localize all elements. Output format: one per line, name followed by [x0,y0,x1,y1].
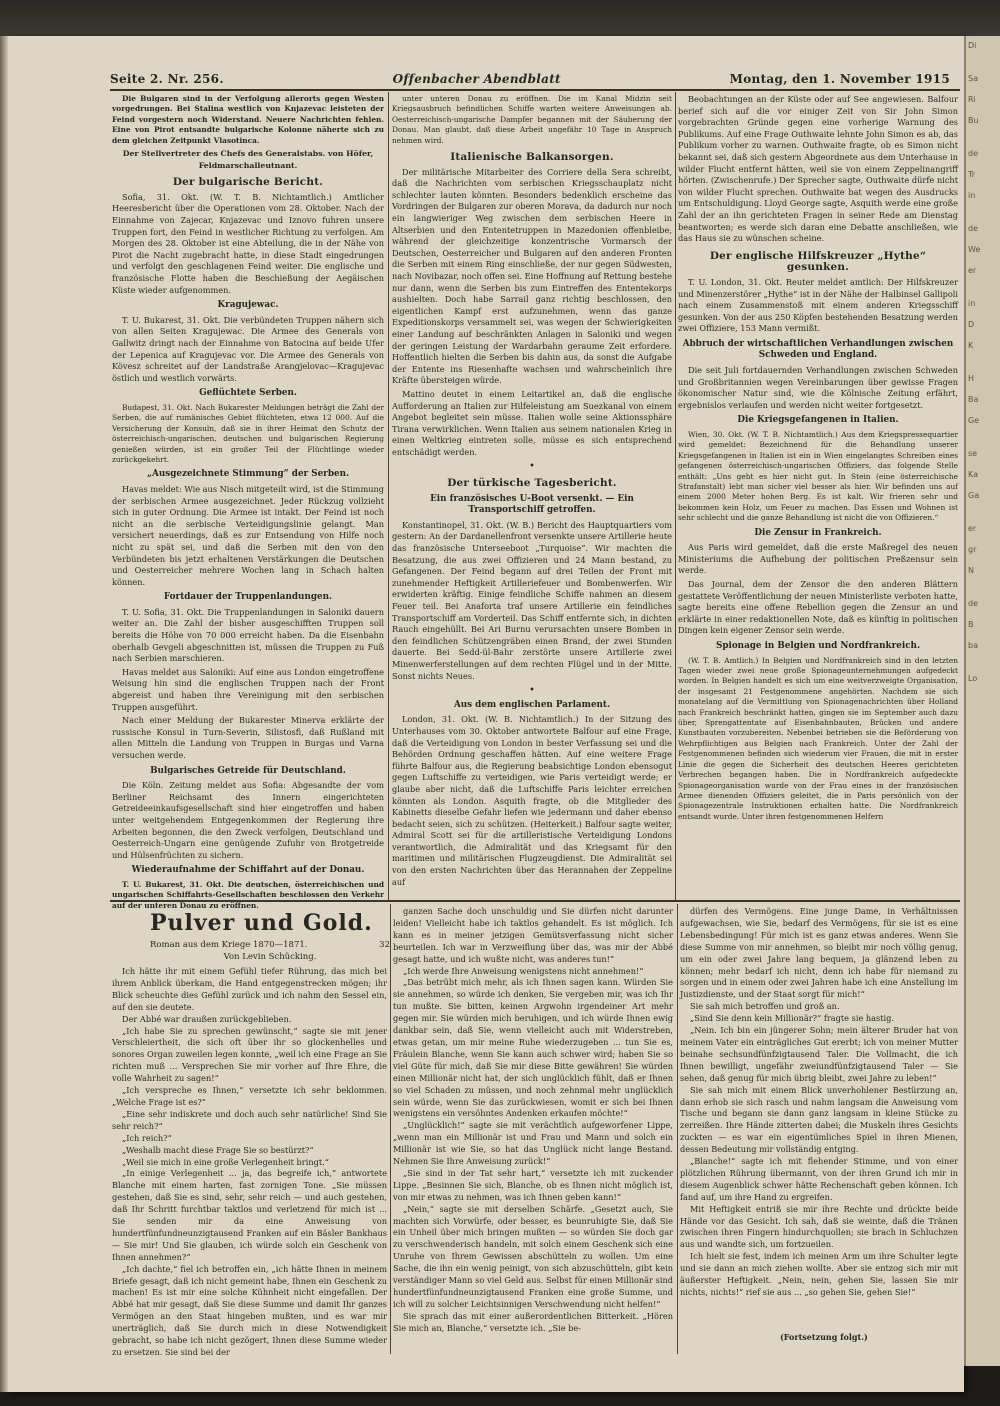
paragraph: „Ich dachte,“ fiel ich betroffen ein, „ich hätte Ihnen in meinem Briefe gesagt, daß ich nicht gemeint habe, Ihnen ein Geschenk zu machen! Es ist mir eine solche Kühnheit nicht eingefallen. Der Abbé hat mir gesagt, daß Sie diese Summe und damit Ihr ganzes Vermögen an den Staat hingeben mußten, und es war mir unerträglich, daß Sie durch mich in diese Notwendigkeit gebracht, so habe ich nicht gezögert, Ihnen diese Summe wieder zu ersetzen. Sie sind bei der [112,1263,387,1357]
separator-dot: • [529,460,535,471]
headline: Der türkische Tagesbericht. [447,477,617,490]
scanner-background [0,0,1000,36]
paragraph: Sofia, 31. Okt. (W. T. B. Nichtamtlich.) Amtlicher Heeresbericht über die Operationen vom 28. Oktober. Nach der Einnahme von Zajecar, Knjazevac und Iznovo fuhren unsere Truppen fort, den Feind in westlicher Richtung zu verfolgen. Am Morgen des 28. Oktober ist eine Abteilung, die in der Nähe von Pirot die Nacht zugebracht hatte, in diese Stadt eingedrungen und verfolgt den geschlagenen Feind weiter. Die englische und französische Flotte haben die Beschießung der Aegäischen Küste wieder aufgenommen. [112,191,384,295]
paragraph: T. U. Bukarest, 31. Okt. Die deutschen, österreichischen und ungarischen Schiffahrts-Gesellschaften beschlossen den Verkehr auf der unteren Donau zu eröffnen. [112,879,384,910]
paragraph: „Blanche!“ sagte ich mit flehender Stimme, und von einer plötzlichen Rührung übermannt, von der ihren Grund ich mir in diesem Augenblick schwer hätte Rechenschaft geben können. Ich fand auf, um ihre Hand zu ergreifen. [680,1156,958,1202]
subheadline: Die Zensur in Frankreich. [754,527,882,538]
paragraph: Sie sah mich mit einem Blick unverhohlener Bestürzung an, dann erhob sie sich rasch und nahm langsam die Anweisung vom Tische und begann sie dann ganz langsam in kleine Stücke zu zerreißen. Ihre Hände zitterten dabei; die Muskeln ihres Gesichts zuckten — es war ein eigentümliches Spiel in ihren Mienen, dessen Bedeutung mir vollständig entging. [680,1084,958,1155]
article-body [392,520,672,682]
paragraph: Der Abbé war draußen zurückgeblieben. [122,1013,292,1024]
adjacent-page-word: Bu [968,116,979,125]
article-body [678,365,958,411]
adjacent-page-word: Tr [968,170,975,179]
masthead [110,72,950,88]
headline: Italienische Balkansorgen. [450,151,614,164]
paragraph: Havas meldet aus Saloniki: Auf eine aus London eingetroffene Weisung hin sind die englischen Truppen nach der Front abgereist und haben ihre Vereinigung mit den serbischen Truppen ausgeführt. [112,666,384,712]
paragraph: „Sie sind in der Tat sehr hart,“ versetzte ich mit zuckender Lippe. „Besinnen Sie sich, Blanche, ob es Ihnen nicht möglich ist, von mir etwas zu nehmen, was ich Ihnen geben kann!“ [393,1167,673,1202]
adjacent-page-word: de [968,599,978,608]
paragraph: ganzen Sache doch unschuldig und Sie dürfen nicht darunter leiden! Vielleicht habe ich taktlos gehandelt. Es ist möglich. Ich kann es in meiner jetzigen Gemütsverfassung nicht sicher beurteilen. Ich war in Verzweiflung über das, was mir der Abbé gesagt hatte, und ich wußte nicht, was anderes tun!“ [393,906,673,964]
adjacent-page-word: in [968,191,976,200]
article-body [392,714,672,888]
adjacent-page-word: D [968,320,975,329]
headline: Der englische Hilfskreuzer „Hythe“ gesunken. [709,249,927,274]
subheadline: Bulgarisches Getreide für Deutschland. [150,765,346,776]
paragraph: Die seit Juli fortdauernden Verhandlungen zwischen Schweden und Großbritannien wegen Vereinbarungen über gewisse Fragen ökonomischer Natur sind, wie die Kölnische Zeitung erfährt, ergebnislos verlaufen und werden nicht weiter fortgesetzt. [678,365,958,410]
paragraph: Ich hätte ihr mit einem Gefühl tiefer Rührung, das mich bei ihrem Anblick überkam, die Hand entgegenstrecken mögen; ihr Blick scheuchte dies Gefühl zurück und ich nahm den Sessel ein, auf den sie deutete. [112,966,387,1012]
article-body [112,484,384,588]
masthead-rule [110,89,960,91]
paragraph: „Ich reich?“ [122,1132,172,1143]
article-body [112,880,384,911]
adjacent-page-fragment [964,36,1000,1366]
serial-column-2 [393,906,673,1356]
article-body [678,277,958,335]
adjacent-page-word: Ga [968,491,980,500]
paragraph: Die Köln. Zeitung meldet aus Sofia: Abgesandte der vom Berliner Reichsamt des Innern eingerichteten Getreideeinkaufsgesellschaft sind hier eingetroffen und haben unter weitgehendem Entgegenkommen der Regierung ihre Arbeiten begonnen, die den Zweck verfolgen, Deutschland und Oesterreich-Ungarn eine genügende Zufuhr von Brotgetreide und Hülsenfrüchten zu sichern. [112,780,384,860]
serial-subtitle-row [150,940,390,950]
paragraph: Die Bulgaren sind in der Verfolgung allerorts gegen Westen vorgedrungen. Bei Stalina westlich von Knjazevac leisteten der Feind vorgestern noch Widerstand. Neuere Nachrichten fehlen. Eine von Pirot entsandte bulgarische Kolonne näherte sich zu dem gleichen Zeitpunkt Vlasotinca. [112,94,384,145]
paragraph: „In einige Verlegenheit ... ja, das begreife ich,“ antwortete Blanche mit einem harten, fast zornigen Tone. „Sie müssen gestehen, daß Sie es sind, sehr, sehr reich — und auch gestehen, daß Ihr Schritt furchtbar taktlos und verletzend für mich ist ... Sie senden mir da eine Anweisung von hundertfünfundneunzigtausend Franken auf ein Bäsler Bankhaus — Sie mir! Und Sie glauben, ich würde solch ein Geschenk von Ihnen annehmen?“ [112,1168,387,1262]
intro-block [112,94,384,146]
subheadline: Spionage in Belgien und Nordfrankreich. [715,641,921,652]
paragraph: „Nein. Ich bin ein jüngerer Sohn; mein älterer Bruder hat von meinem Vater ein einträgliches Gut ererbt; ich von meiner Mutter beinahe sechsundfünfzigtausend Taler. Die Vollmacht, die ich Ihnen bewilligt, ungefähr zweiundfünfzigtausend Taler — Sie sehen, daß genug für mich übrig bleibt, zwei Jahre zu leben!“ [680,1025,958,1083]
column-divider [675,92,676,900]
adjacent-page-word: Ri [968,95,976,104]
adjacent-page-word: Ge [968,416,980,425]
subheadline: Geflüchtete Serben. [199,388,297,399]
adjacent-page-word: er [968,266,977,275]
paragraph: dürfen des Vermögens. Eine junge Dame, in Verhältnissen aufgewachsen, wie Sie, bedarf des Vermögens, für sie ist es eine Lebensbedingung! Für mich ist es ganz etwas anderes. Wenn Sie diese Summe von mir annehmen, so bleibt mir noch völlig genug, um ein oder zwei Jahre lang bequem, ja glänzend leben zu können; mehr bedarf ich nicht, denn ich habe für niemand zu sorgen und in einem oder zwei Jahren habe ich eine Anstellung im Justizdienste, und der Staat sorgt für mich!“ [680,906,958,1000]
paragraph: „Nein,“ sagte sie mit derselben Schärfe. „Gesetzt auch, Sie machten sich Vorwürfe, oder besser, es beunruhigte Sie, daß Sie ein Unheil über mich bringen mußten — so würden Sie doch gar zu verschwenderisch handeln, mit solch einem Geschenk sich eine Unruhe von Ihrem Gewissen abschütteln zu wollen. Um eine Sache, die ihn ein wenig peinigt, von sich abzuschütteln, gibt kein verständiger Mann so viel Geld aus. Selbst für einen Millionär sind hundertfünfundneunzigtausend Franken eine große Summe, und ich will zu solcher Leichtsinnigen Verschwendung nicht helfen!“ [393,1203,673,1309]
paragraph: Ich hielt sie fest, indem ich meinen Arm um ihre Schulter legte und sie dann an mich ziehen wollte. Aber sie entzog sich mir mit äußerster Heftigkeit. „Nein, nein, gehen Sie, lassen Sie mir nichts, nichts!“ rief sie aus ... „so gehen Sie, gehen Sie!“ [680,1251,958,1297]
paragraph: „Unglücklich!“ sagte sie mit verächtlich aufgeworfener Lippe, „wenn man ein Millionär ist und Frau und Mann und solch ein Millionär ist wie Sie, so hat das Unglück nicht lange Bestand. Nehmen Sie Ihre Anweisung zurück!“ [393,1120,673,1167]
subheadline: Aus dem englischen Parlament. [453,699,611,710]
page-number: Seite 2. Nr. 256. [110,72,224,86]
column-divider [390,904,391,1354]
paragraph: Beobachtungen an der Küste oder auf See angewiesen. Balfour berief sich auf die vor einiger Zeit von Sir John Simon vorgebrachten Gründe gegen eine vorherige Warnung des Publikums. Auf eine Frage Outhwaite lehnte John Simon es ab, das Publikum vorher zu warnen. Outhwaite fragte, ob es Simon nicht bekannt sei, daß sich gestern Abgeordnete aus dem Unterhause in wilder Flucht entfernt hätten, weil sie von einem Zeppelinangriff hörten. (Zwischenrufe.) Der Sprecher sagte, Outhwaite dürfe nicht von wilder Flucht sprechen. Outhwaite bat wegen des Ausdrucks um Entschuldigung. Lloyd George sagte, Asquith werde eine große Zahl der an ihn gerichteten Fragen in seiner Rede am Dienstag beantworten; es werde sich daran eine Debatte anschließen, wie das Haus sie zu wünschen scheine. [678,94,958,244]
continued-note: (Fortsetzung folgt.) [780,1332,868,1342]
news-column-1 [112,94,384,910]
adjacent-page-word: Lo [968,674,978,683]
paragraph: Aus Paris wird gemeldet, daß die erste Maßregel des neuen Ministeriums die Aufhebung der politischen Preßzensur sein werde. [678,542,958,576]
paragraph: Konstantinopel, 31. Okt. (W. B.) Bericht des Hauptquartiers vom gestern: An der Dardanellenfront versenkte unsere Artillerie heute das französische Unterseeboot „Turquoise“. Wir machten die Besatzung, die aus zwei Offizieren und 24 Mann bestand, zu Gefangenen. Der Feind begann auf drei Teilen der Front mit zunehmender Heftigkeit Artilleriefeuer und Bombenwerfen. Wir erwiderten kräftig. Einige feindliche Schiffe nahmen an diesem Feuer teil. Bei Anaforta traf unsere Artillerie ein feindliches Transportschiff am Vorderteil. Das Schiff entfernte sich, in dichten Rauch eingehüllt. Bei Ari Burnu verursachten unsere Bomben in den feindlichen Schützengräben einen Brand, der zwei Stunden dauerte. Bei Sedd-ül-Bahr zerstörte unsere Artillerie zwei Minenwerferstellungen auf dem rechten Flügel und in der Mitte. Sonst nichts Neues. [392,519,672,681]
paragraph: Budapest, 31. Okt. Nach Bukarester Meldungen beträgt die Zahl der Serben, die auf rumänisches Gebiet flüchteten, etwa 12 000. Auf die Versicherung der Konsuln, daß sie in ihrer Heimat den Schutz der österreichisch-ungarischen, deutschen und bulgarischen Regierung genießen würden, ist ein großer Teil der Flüchtlinge wieder zurückgekehrt. [112,402,384,464]
serial-title: Pulver und Gold. [150,910,373,936]
paragraph: Sie sah mich betroffen und groß an. [690,1001,840,1012]
adjacent-page-word: Ba [968,395,979,404]
article-body [678,94,958,245]
paragraph: Havas meldet: Wie aus Nisch mitgeteilt wird, ist die Stimmung der serbischen Armee ausgezeichnet. Jeder Rückzug vollzieht sich in guter Ordnung. Die Armee ist intakt. Der Feind ist noch nicht an die serbische Verteidigungslinie gelangt. Man versichert neuerdings, daß es zur Entsendung von Hilfe noch nicht zu spät sei, und daß die Serben mit den von den Verbündeten bis jetzt erhaltenen Verstärkungen die Deutschen und Oesterreicher mehrere Wochen lang in Schach halten können. [112,483,384,587]
separator-dot: • [529,684,535,695]
adjacent-page-word: de [968,224,978,233]
article-body [112,403,384,465]
article-body [112,780,384,861]
paragraph: London, 31. Okt. (W. B. Nichtamtlich.) In der Sitzung des Unterhauses vom 30. Oktober antwortete Balfour auf eine Frage, daß die Verteidigung von London in bester Verfassung sei und die Behörden Ordnung geschaffen hätten. Auf eine weitere Frage führte Balfour aus, die Regierung beabsichtige London ebensogut gegen Luftschiffe zu verteidigen, wie Paris verteidigt werde; er glaube aber nicht, daß die Luftschiffe Paris leichter erreichen könnten als London. Asquith fragte, ob die Mitglieder des Kabinetts dieselbe Gefahr liefen wie jedermann und daher ebenso bedacht seien, sich zu schützen. (Heiterkeit.) Balfour sagte weiter, Admiral Scott sei für die artilleristische Verteidigung Londons verantwortlich, die Admiralität und das Kriegsamt für den maritimen und militärischen Flugzeugdienst. Die Admiralität sei von den ersten Nachrichten über das Herannahen der Zeppeline auf [392,714,672,887]
subheadline: Abbruch der wirtschaftlichen Verhandlungen zwischen Schweden und England. [682,338,954,361]
adjacent-page-word: in [968,299,976,308]
adjacent-page-word: se [968,449,978,458]
adjacent-page-word: We [968,245,981,254]
paragraph: Mattino deutet in einem Leitartikel an, daß die englische Aufforderung an Italien zur Hilfeleistung am Suezkanal von einem Angebot begleitet sein müsse. Italien wolle seine Aktionssphäre Tirana verwirklichen. Wenn Italien aus seinem nationalen Krieg in einen Weltkrieg eintreten solle, müsse es sich entsprechend entschädigt werden. [392,388,672,457]
serial-subtitle: Roman aus dem Kriege 1870—1871. [150,940,308,950]
adjacent-page-word: ba [968,641,978,650]
news-column-3 [678,94,958,904]
column-divider [677,904,678,1354]
page-binding-edge [0,36,8,1392]
newspaper-title: Offenbacher Abendblatt [392,72,561,86]
news-column-2 [392,94,672,904]
paragraph: „Sind Sie denn kein Millionär?“ fragte sie hastig. [690,1013,895,1024]
serial-column-3 [680,906,958,1356]
paragraph: „Ich werde Ihre Anweisung wenigstens nicht annehmen!“ [403,965,644,976]
paragraph: Wien, 30. Okt. (W. T. B. Nichtamtlich.) Aus dem Kriegspressequartier wird gemeldet: Bezeichnend für die Behandlung unserer Kriegsgefangenen in Italien ist ein in Wien eingelangtes Schreiben eines gefangenen österreichisch-ungarischen Offiziers, das folgende Stelle enthält: „Uns geht es hier nicht gut. In Stein (eine österreichische Strafanstalt) lebt man sicher viel besser als hier. Wir befinden uns auf einem 2000 Meter hohen Berg. Es ist kalt. Wir frieren sehr und bekommen kein Holz, um Feuer zu machen. Das Essen und Wohnen ist sehr schlecht und die ganze Behandlung ist nicht die von Offizieren.“ [678,430,958,523]
adjacent-page-word: B [968,620,974,629]
article-body [112,192,384,296]
article-body [678,656,958,823]
adjacent-page-word: N [968,566,974,575]
adjacent-page-word: K [968,341,974,350]
subheadline: Ein französisches U-Boot versenkt. — Ein Transportschiff getroffen. [430,493,634,516]
paragraph: „Weil sie mich in eine große Verlegenheit bringt.“ [122,1156,329,1167]
article-body [678,542,958,637]
adjacent-page-word: Ka [968,470,979,479]
article-body [392,94,672,146]
paragraph: T. U. Bukarest, 31. Okt. Die verbündeten Truppen nähern sich von allen Seiten Kragujewac. Die Armee des Generals von Gallwitz dringt nach der Einnahme von Batocina auf beide Ufer der Lepenica auf Kragujevac vor. Die Armee des Generals von Kövesz schreitet auf der Landstraße Arangjelovac—Kragujevac östlich und westlich vorwärts. [112,314,384,383]
adjacent-page-word: Sa [968,74,978,83]
paragraph: Der militärische Mitarbeiter des Corriere della Sera schreibt, daß die Nachrichten vom serbischen Kriegsschauplatz nicht schlechter lauten könnten. Besonders bedenklich erscheine das Vordringen der Bulgaren zur oberen Morava, da dadurch nur noch ein langwieriger Weg zwischen dem serbischen Heere in Altserbien und den Ententetruppen in Mazedonien offenbleibe, während der gleichzeitige konzentrische Vormarsch der Deutschen, Oesterreicher und Bulgaren auf den anderen Fronten die Serben mit einem Ring einschließe, der nur gegen Südwesten, nach Novibazar, noch offen sei. Eine Hoffnung auf Rettung bestehe nur dann, wenn die Serben bis zum Eintreffen des Ententekorps aushielten. Doch habe Sarrail ganz richtig beschlossen, den eigentlichen Kampf erst aufzunehmen, wenn das ganze Expeditionskorps versammelt sei, was wegen der Schwierigkeiten einer Landung auf beschränkten Anlagen in Saloniki und wegen der geringen Leistung der Wardarbahn geraume Zeit erfordere. Hoffentlich hielten die Serben bis dahin aus, da sonst die Aufgabe der Entente ins Riesenhafte wachsen und wahrscheinlich ihre Kräfte übersteigen würde. [392,166,672,386]
paragraph: T. U. Sofia, 31. Okt. Die Truppenlandungen in Saloniki dauern weiter an. Die Zahl der bisher ausgeschifften Truppen soll bereits die Höhe von 70 000 erreicht haben. Da die Eisenbahn oberhalb Gevgeli abgeschnitten ist, müssen die Truppen zu Fuß nach Serbien marschieren. [112,606,384,664]
article-body [392,167,672,459]
issue-date: Montag, den 1. November 1915 [729,72,950,86]
subheadline: Die Kriegsgefangenen in Italien. [737,415,899,426]
paragraph: „Ich habe Sie zu sprechen gewünscht,“ sagte sie mit jener Verschleiertheit, die sich oft über ihr so glockenhelles und sonores Organ zuweilen legen konnte, „weil ich eine Frage an Sie richten muß ... Versprechen Sie mir vorher auf Ihre Ehre, die volle Wahrheit zu sagen!“ [112,1025,387,1084]
serial-column-1 [112,966,387,1356]
paragraph: (W. T. B. Amtlich.) In Belgien und Nordfrankreich sind in den letzten Tagen wieder zwei neue große Spionageunternehmungen aufgedeckt worden. In Belgien handelt es sich um eine weitverzweigte Organisation, der insgesamt 21 Festgenommene angehörten. Nachdem sie sich monatelang auf die Vermittlung von Spionagenachrichten über Holland nach Frankreich beschränkt hatten, gingen sie im September auch dazu über, Sprengattentate auf Eisenbahnbauten, Brücken und andere Kunstbauten vorzubereiten. Nebenbei betrieben sie die Beförderung von Wehrpflichtigen aus Belgien nach Frankreich. Unter der Zahl der Festgenommenen befinden sich wiederum vier Frauen, die mit in erster Linie die gegen die Sicherheit des deutschen Heeres gerichteten Verbrechen begangen haben. Die in Nordfrankreich aufgedeckte Spionageorganisation wurde von der Frau eines in der französischen Armee dienenden Offiziers geleitet, die in Paris persönlich von der Spionagezentrale Instruktionen erhalten hatte. Die Nordfrankreich entsandt wurde. Unter ihren festgenommenen Helfern [678,655,958,821]
article-body [678,430,958,524]
adjacent-page-word: Di [968,41,977,50]
paragraph: „Das betrübt mich mehr, als ich Ihnen sagen kann. Würden Sie sie annehmen, so würde ich denken, Sie vergeben mir, was ich Ihr tun mußte. Sie bitten, keinen Argwohn irgendeiner Art mehr gegen mir. Sie würden mich beruhigen, und ich würde Ihnen ewig dankbar sein, daß Sie, wenn vielleicht auch mit Widerstreben, etwas getan, um mir meine Ruhe wiederzugeben ... tun Sie es, Fräulein Blanche, wenn Sie kann auch schwer wird; haben Sie so viel Güte für mich, daß Sie mir diese Bitte gewähren! Sie würden einen Millionär nicht hat, der sich unglücklich fühlt, daß er Ihnen so viel Schaden zu müssen, und noch zehnmal mehr unglücklich sein würde, wenn Sie das zurückwiesen, womit er sich bei Ihnen wenigstens ein versöhntes Andenken erkaufen möchte!“ [393,977,673,1119]
headline: Der bulgarische Bericht. [172,176,324,189]
serial-author: Von Levin Schücking. [223,952,317,962]
paragraph: unter unteren Donau zu eröffnen. Die im Kanal Midzin seit Kriegsausbruch befindlichen Schiffe warten weitere Anweisungen ab. Oesterreichisch-ungarische Dampfer begannen mit der Säuberung der Donau. Man glaubt, daß diese Arbeit ungefähr 10 Tage in Anspruch nehmen wird. [392,94,672,145]
adjacent-page-word: de [968,149,978,158]
article-body [112,315,384,385]
paragraph: „Weshalb macht diese Frage Sie so bestürzt?“ [122,1144,314,1155]
column-divider [388,92,389,900]
paragraph: „Ich verspreche es Ihnen,“ versetzte ich sehr beklommen. „Welche Frage ist es?“ [112,1085,387,1107]
paragraph: Nach einer Meldung der Bukarester Minerva erklärte der russische Konsul in Turn-Severin, Silistosfi, daß Rußland mit allen Mitteln die Landung von Truppen in Burgas und Varna versuchen werde. [112,715,384,760]
subheadline: Wiederaufnahme der Schiffahrt auf der Donau. [131,865,365,876]
adjacent-page-word: er [968,524,977,533]
paragraph: Das Journal, dem der Zensor die den anderen Blättern gestattete Veröffentlichung der neuen Ministerliste verboten hatte, sagte bereits eine offene Rebellion gegen die Zensur an und erklärte in einer redaktionellen Note, daß es künftig in politischen Dingen kein eigener Zensor sein werde. [678,579,958,636]
adjacent-page-word: H [968,374,975,383]
adjacent-page-word: gr [968,545,977,554]
subheadline: Kragujewac. [217,300,279,311]
serial-number: 32 [379,940,390,950]
subheadline: „Ausgezeichnete Stimmung“ der Serben. [146,469,350,480]
paragraph: „Eine sehr indiskrete und doch auch sehr natürliche! Sind Sie sehr reich?“ [112,1108,387,1131]
paragraph: Sie sprach das mit einer außerordentlichen Bitterkeit. „Hören Sie mich an, Blanche,“ versetzte ich. „Sie be- [393,1310,673,1333]
subheadline: Fortdauer der Truppenlandungen. [163,592,333,603]
article-body [112,607,384,762]
paragraph: T. U. London, 31. Okt. Reuter meldet amtlich: Der Hilfskreuzer und Minenzerstörer „Hythe“ ist in der Nähe der Halbinsel Gallipoli nach einem Zusammenstoß mit einem anderen Kriegsschiff gesunken. Von der aus 250 Köpfen bestehenden Besatzung werden zwei Offiziere, 153 Mann vermißt. [678,276,958,334]
signature: Der Stellvertreter des Chefs des Generalstabs. von Höfer, Feldmarschalleutnant. [122,149,374,170]
paragraph: Mit Heftigkeit entriß sie mir ihre Rechte und drückte beide Hände vor das Gesicht. Ich sah, daß sie weinte, daß die Tränen zwischen ihren Fingern hindurchquollen; sie brach in Schluchzen aus und wandte sich, um fortzueilen. [680,1203,958,1250]
serial-header [150,910,390,962]
